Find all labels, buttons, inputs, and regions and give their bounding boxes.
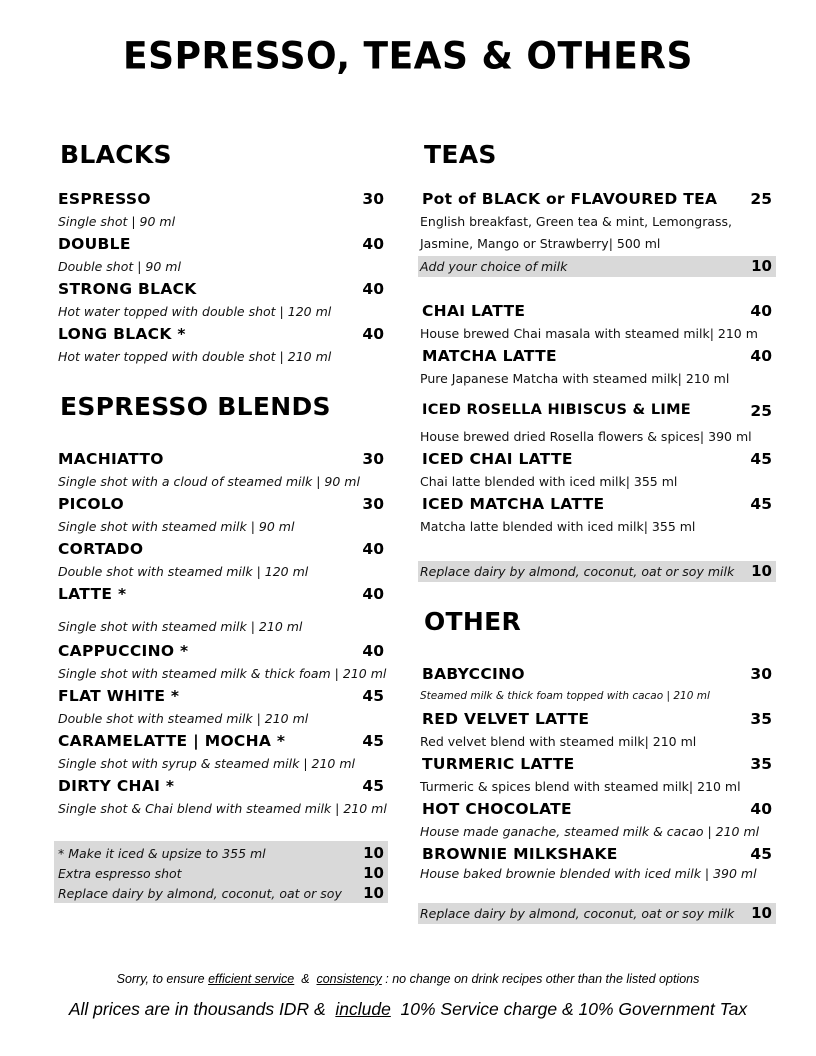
extras-line: Extra espresso shot — [58, 866, 182, 881]
item-name: RED VELVET LATTE — [422, 710, 590, 728]
footer-note-text: Sorry, to ensure — [116, 972, 209, 986]
item-price: 45 — [750, 495, 772, 513]
item-price: 45 — [750, 845, 772, 863]
item-price: 35 — [750, 755, 772, 773]
footer-note-text: & — [294, 972, 317, 986]
footer-price-note — [0, 999, 816, 1020]
item-price: 40 — [362, 325, 384, 343]
item-price: 45 — [750, 450, 772, 468]
item-desc: Chai latte blended with iced milk| 355 ml — [420, 474, 678, 489]
extras-price: 10 — [363, 884, 384, 902]
item-desc: Single shot with steamed milk & thick foam | 210 ml — [58, 666, 387, 681]
footer-main-text: All prices are in thousands IDR & — [68, 999, 336, 1019]
section-title-teas: TEAS — [424, 140, 497, 169]
item-name: CAPPUCCINO * — [58, 642, 189, 660]
item-price: 40 — [362, 642, 384, 660]
item-price: 30 — [362, 190, 384, 208]
other-replace-price: 10 — [751, 904, 772, 922]
add-milk-label: Add your choice of milk — [420, 259, 568, 274]
item-price: 35 — [750, 710, 772, 728]
footer-note-text: : no change on drink recipes other than the listed options — [381, 972, 700, 986]
item-name: CHAI LATTE — [422, 302, 526, 320]
item-price: 30 — [362, 495, 384, 513]
extras-price: 10 — [363, 844, 384, 862]
item-desc: Steamed milk & thick foam topped with cacao | 210 ml — [420, 690, 710, 702]
item-price: 40 — [362, 540, 384, 558]
item-price: 40 — [750, 347, 772, 365]
item-desc: Turmeric & spices blend with steamed milk| 210 ml — [420, 779, 741, 794]
item-price: 30 — [750, 665, 772, 683]
item-price: 25 — [750, 190, 772, 208]
item-desc: Single shot | 90 ml — [58, 214, 176, 229]
item-name: CORTADO — [58, 540, 144, 558]
item-desc: House brewed Chai masala with steamed milk| 210 m — [420, 326, 758, 341]
section-title-other: OTHER — [424, 607, 522, 636]
item-name: LONG BLACK * — [58, 325, 186, 343]
other-list — [420, 0, 776, 1056]
item-name: MATCHA LATTE — [422, 347, 557, 365]
item-desc: Single shot & Chai blend with steamed milk | 210 ml — [58, 801, 387, 816]
item-name: DOUBLE — [58, 235, 131, 253]
item-desc: English breakfast, Green tea & mint, Lemongrass, — [420, 214, 733, 229]
item-price: 30 — [362, 450, 384, 468]
section-title-blacks: BLACKS — [60, 140, 172, 169]
item-desc: Jasmine, Mango or Strawberry| 500 ml — [420, 236, 661, 251]
footer-main-underlined: include — [335, 999, 391, 1019]
item-price: 40 — [750, 800, 772, 818]
item-desc: Pure Japanese Matcha with steamed milk| 210 ml — [420, 371, 730, 386]
footer-note-underlined: efficient service — [208, 972, 295, 986]
item-name: Pot of BLACK or FLAVOURED TEA — [422, 190, 718, 208]
teas-replace-price: 10 — [751, 562, 772, 580]
item-desc: House baked brownie blended with iced milk | 390 ml — [420, 866, 757, 881]
item-desc: Single shot with a cloud of steamed milk | 90 ml — [58, 474, 360, 489]
section-title-espresso-blends: ESPRESSO BLENDS — [60, 392, 331, 421]
item-desc: Double shot with steamed milk | 120 ml — [58, 564, 309, 579]
item-desc: House made ganache, steamed milk & cacao | 210 ml — [420, 824, 760, 839]
item-price: 40 — [362, 280, 384, 298]
item-price: 40 — [362, 235, 384, 253]
item-price: 45 — [362, 777, 384, 795]
item-name: TURMERIC LATTE — [422, 755, 575, 773]
footer-note — [0, 972, 816, 986]
item-price: 40 — [362, 585, 384, 603]
item-name: ICED ROSELLA HIBISCUS & LIME — [422, 402, 692, 418]
item-name: DIRTY CHAI * — [58, 777, 175, 795]
item-name: CARAMELATTE | MOCHA * — [58, 732, 286, 750]
item-desc: Matcha latte blended with iced milk| 355 ml — [420, 519, 696, 534]
add-milk-price: 10 — [751, 257, 772, 275]
item-name: STRONG BLACK — [58, 280, 197, 298]
item-desc: Red velvet blend with steamed milk| 210 ml — [420, 734, 697, 749]
extras-price: 10 — [363, 864, 384, 882]
item-name: MACHIATTO — [58, 450, 164, 468]
item-name: FLAT WHITE * — [58, 687, 180, 705]
item-desc: House brewed dried Rosella flowers & spices| 390 ml — [420, 429, 752, 444]
item-price: 45 — [362, 687, 384, 705]
teas-replace-label: Replace dairy by almond, coconut, oat or soy milk — [420, 564, 735, 579]
extras-line: * Make it iced & upsize to 355 ml — [58, 846, 266, 861]
footer-main-text: 10% Service charge & 10% Government Tax — [390, 999, 748, 1019]
item-price: 25 — [750, 402, 772, 420]
item-name: ICED MATCHA LATTE — [422, 495, 605, 513]
item-name: ESPRESSO — [58, 190, 151, 208]
page-title: ESPRESSO, TEAS & OTHERS — [123, 34, 693, 79]
item-name: LATTE * — [58, 585, 127, 603]
item-desc: Single shot with steamed milk | 210 ml — [58, 619, 303, 634]
other-replace-label: Replace dairy by almond, coconut, oat or soy milk — [420, 906, 735, 921]
item-name: ICED CHAI LATTE — [422, 450, 573, 468]
item-desc: Single shot with syrup & steamed milk | 210 ml — [58, 756, 355, 771]
extras-line: Replace dairy by almond, coconut, oat or soy — [58, 886, 342, 901]
footer-note-underlined: consistency — [316, 972, 382, 986]
item-name: PICOLO — [58, 495, 124, 513]
item-desc: Single shot with steamed milk | 90 ml — [58, 519, 295, 534]
item-name: HOT CHOCOLATE — [422, 800, 572, 818]
item-name: BABYCCINO — [422, 665, 525, 683]
item-price: 40 — [750, 302, 772, 320]
item-desc: Double shot with steamed milk | 210 ml — [58, 711, 309, 726]
item-desc: Hot water topped with double shot | 210 ml — [58, 349, 332, 364]
item-desc: Double shot | 90 ml — [58, 259, 181, 274]
item-price: 45 — [362, 732, 384, 750]
item-desc: Hot water topped with double shot | 120 ml — [58, 304, 332, 319]
item-name: BROWNIE MILKSHAKE — [422, 845, 618, 863]
